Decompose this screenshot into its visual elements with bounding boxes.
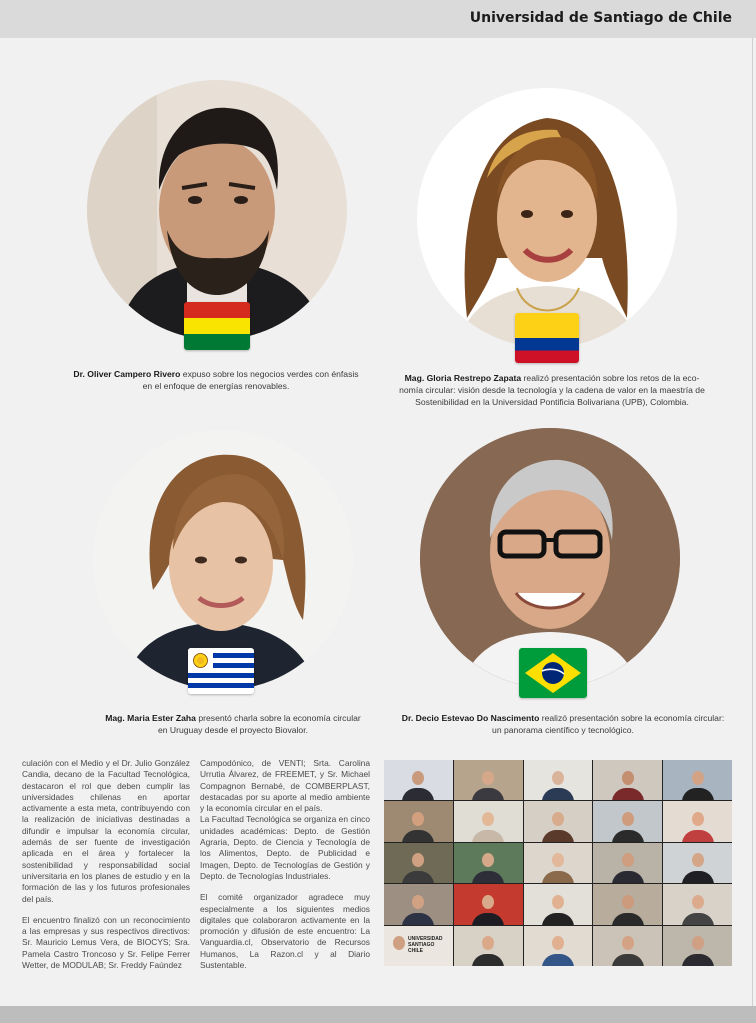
participant-tile	[454, 801, 523, 841]
participant-tile	[524, 843, 593, 883]
participant-tile	[384, 801, 453, 841]
publication-title: Universidad de Santiago de Chile	[469, 10, 732, 26]
footer-bar	[0, 1006, 756, 1023]
participant-tile	[384, 843, 453, 883]
caption-text: en el enfoque de energías renovables.	[142, 381, 290, 391]
caption-gloria-restrepo	[380, 372, 724, 408]
caption-text: realizó presentación sobre la economía circular:	[539, 713, 725, 723]
participant-tile	[593, 926, 662, 966]
paragraph: El encuentro finalizó con un reconocimiento a las empresas y sus respectivos directivos: Sr. Mauricio Lemus Vera, de BIOCYS; Sra. Pamela Castro Troncoso y Sr. Felipe Ferrer Wetter, de MODULAB; Sr. Freddy Faúndez	[22, 914, 190, 971]
participant-tile	[524, 760, 593, 800]
caption-oliver-campero	[60, 368, 372, 392]
brazil-flag-icon	[519, 648, 587, 698]
participant-tile	[384, 760, 453, 800]
videocall-screenshot	[384, 760, 732, 966]
logo-line: CHILE	[408, 947, 423, 954]
caption-text: en Uruguay desde el proyecto Biovalor.	[157, 725, 308, 735]
header-bar	[0, 0, 756, 38]
participant-tile	[593, 801, 662, 841]
participant-tile	[663, 884, 732, 924]
logo-line: UNIVERSIDAD	[408, 935, 443, 942]
bolivia-flag-icon	[184, 302, 250, 350]
participant-tile	[454, 760, 523, 800]
caption-text: Sostenibilidad en la Universidad Pontificia Bolivariana (UPB), Colombia.	[415, 397, 689, 407]
participant-tile	[454, 843, 523, 883]
portrait-gloria-restrepo	[417, 88, 677, 348]
participant-tile	[454, 884, 523, 924]
logo-line: SANTIAGO	[408, 941, 435, 948]
speaker-name: Mag. Maria Ester Zaha	[105, 713, 196, 723]
caption-text: realizó presentación sobre los retos de la eco-	[521, 373, 700, 383]
caption-text: expuso sobre los negocios verdes con énfasis	[180, 369, 359, 379]
uruguay-flag-icon	[188, 648, 254, 694]
participant-tile	[663, 926, 732, 966]
participant-tile	[524, 801, 593, 841]
participant-tile	[663, 801, 732, 841]
page-edge-rule	[752, 38, 753, 1008]
university-logo-text	[408, 936, 442, 954]
participant-tile	[524, 926, 593, 966]
paragraph: Campodónico, de VENTI; Srta. Carolina Urrutia Álvarez, de FREEMET, y Sr. Michael Compagnon Bernabé, de COMBERPLAST, destacadas por su aporte al medio ambiente y la economía circular en el país.	[200, 758, 370, 814]
participant-tile	[663, 760, 732, 800]
speaker-name: Mag. Gloria Restrepo Zapata	[404, 373, 522, 383]
portrait-oliver-campero	[87, 80, 347, 340]
participant-tile	[663, 843, 732, 883]
participant-tile	[593, 843, 662, 883]
body-column-1	[22, 758, 190, 981]
speaker-name: Dr. Oliver Campero Rivero	[73, 369, 181, 379]
paragraph: El comité organizador agradece muy especialmente a los siguientes medios digitales que colaboraron activamente en la promoción y difusión de este encuentro: La Vanguardia.cl, Observatorio de Recursos Humanos, La Razon.cl y al Diario Sustentable.	[200, 892, 370, 971]
speaker-name: Dr. Decio Estevao Do Nascimento	[401, 713, 540, 723]
caption-decio-nascimento	[386, 712, 740, 736]
caption-text: nomía circular: visión desde la tecnología y la cadena de valor en la maestría de	[399, 385, 705, 395]
participant-tile	[454, 926, 523, 966]
caption-text: un panorama científico y tecnológico.	[492, 725, 634, 735]
caption-maria-ester-zaha	[88, 712, 378, 736]
caption-text: presentó charla sobre la economía circular	[195, 713, 361, 723]
colombia-flag-icon	[515, 313, 579, 363]
participant-tile-logo	[384, 926, 453, 966]
paragraph: culación con el Medio y el Dr. Julio González Candia, decano de la Facultad Tecnológica, destacaron el rol que deben cumplir las universidades chilenas en aportar activamente a esta meta, contribuyendo con la realización de iniciativas destinadas a difundir e impulsar la economía circular, además de ser fuente de investigación aplicada en el área y fortalecer la sostenibilidad y responsabilidad social universitaria en los planes de estudio y en la formación de las y los futuros profesionales del país.	[22, 758, 190, 904]
participant-tile	[593, 760, 662, 800]
body-column-2	[200, 758, 370, 981]
participant-tile	[524, 884, 593, 924]
participant-tile	[384, 884, 453, 924]
paragraph: La Facultad Tecnológica se organiza en cinco unidades académicas: Depto. de Gestión Agraria, Depto. de Ciencia y Tecnología de los Alimentos, Depto. de Publicidad e Imagen, Depto. de Tecnologías de Gestión y Depto. de Tecnologías Industriales.	[200, 814, 370, 881]
participant-tile	[593, 884, 662, 924]
